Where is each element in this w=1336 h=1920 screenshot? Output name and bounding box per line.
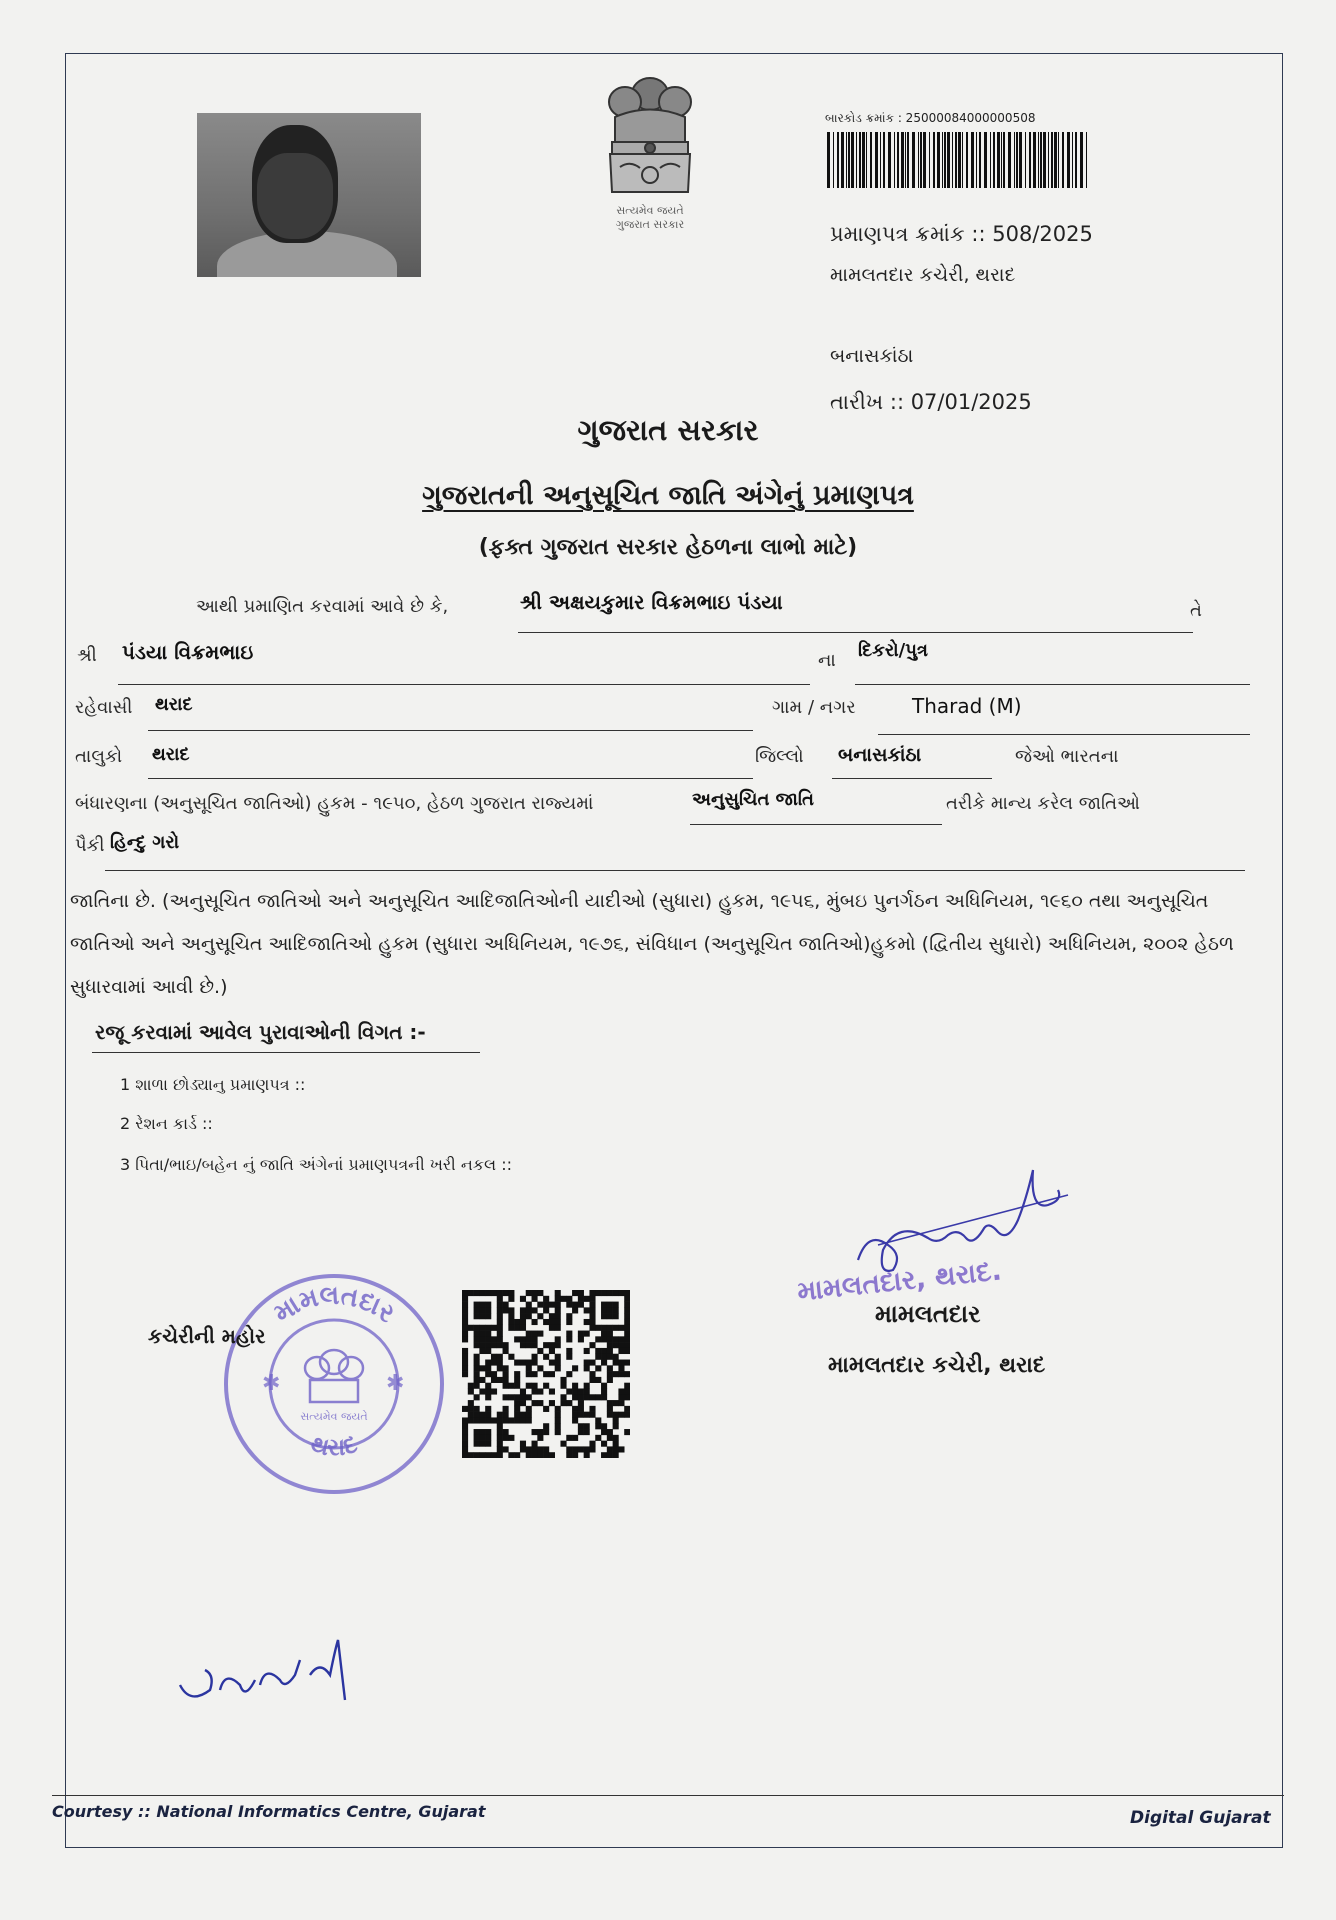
certificate-subtitle: (ફક્ત ગુજરાત સરકાર હેઠળના લાભો માટે) <box>478 535 858 560</box>
certificate-title <box>0 480 1336 512</box>
resident-label: રહેવાસી <box>75 697 133 718</box>
relation-underline <box>855 684 1250 685</box>
evidence-item: 1 શાળા છોડ્યાનુ પ્રમાણપત્ર :: <box>120 1075 306 1094</box>
village-underline <box>878 734 1250 735</box>
emblem-caption <box>566 204 734 232</box>
barcode-image <box>825 132 1093 188</box>
national-emblem-icon <box>590 72 710 202</box>
recognized-text: તરીકે માન્ય કરેલ જાતિઓ <box>946 793 1140 814</box>
seal-bottom-text: થરાદ <box>308 1429 361 1462</box>
resident-underline <box>148 730 753 731</box>
resident-value: થરાદ <box>155 694 193 715</box>
taluka-value: થરાદ <box>152 744 190 765</box>
applicant-photo <box>197 113 421 277</box>
issue-date: તારીખ :: 07/01/2025 <box>830 390 1032 414</box>
qr-code <box>462 1290 630 1458</box>
seal-label: કચેરીની મહોર <box>148 1324 266 1348</box>
village-label: ગામ / નગર <box>772 697 856 718</box>
certificate-number: પ્રમાણપત્ર ક્રમાંક :: 508/2025 <box>830 222 1093 246</box>
issuing-office: મામલતદાર કચેરી, થરાદ <box>830 264 1016 286</box>
svg-text:થરાદ <box>308 1430 361 1462</box>
among-label: પૈકી <box>75 835 105 856</box>
seal-top-text: મામલતદાર <box>268 1280 401 1330</box>
village-value: Tharad (M) <box>912 694 1022 718</box>
evidence-item: 3 પિતા/ભાઇ/બહેન નું જાતિ અંગેનાં પ્રમાણપત્રની ખરી નકલ :: <box>120 1155 513 1174</box>
svg-text:✱: ✱ <box>262 1371 281 1396</box>
category-value: અનુસુચિત જાતિ <box>692 789 814 810</box>
footer-rule <box>52 1795 1284 1796</box>
caste-value: હિન્દુ ગરો <box>110 832 180 853</box>
caste-underline <box>105 870 1245 871</box>
applicant-name: શ્રી અક્ષયકુમાર વિક્રમભાઇ પંડયા <box>520 590 783 614</box>
certificate-title-text: ગુજરાતની અનુસૂચિત જાતિ અંગેનું પ્રમાણપત્ર <box>422 480 914 511</box>
svg-text:✱: ✱ <box>386 1371 405 1396</box>
father-name: પંડયા વિક્રમભાઇ <box>122 640 254 664</box>
name-underline <box>518 632 1193 633</box>
district-underline <box>832 778 992 779</box>
father-underline <box>118 684 810 685</box>
order-text: બંધારણના (અનુસૂચિત જાતિઓ) હુકમ - ૧૯૫૦, હેઠળ ગુજરાત રાજ્યમાં <box>75 793 594 814</box>
te-label: તે <box>1190 600 1202 621</box>
signatory-office: મામલતદાર કચેરી, થરાદ <box>828 1353 1046 1378</box>
footer-brand: Digital Gujarat <box>1130 1808 1271 1828</box>
india-text: જેઓ ભારતના <box>1015 746 1119 767</box>
evidence-title-underline <box>92 1052 480 1053</box>
evidence-title: રજૂ કરવામાં આવેલ પુરાવાઓની વિગત :- <box>95 1020 426 1044</box>
district-label: જિલ્લો <box>755 746 804 767</box>
category-underline <box>690 824 942 825</box>
footer-courtesy: Courtesy :: National Informatics Centre, Gujarat <box>52 1802 486 1821</box>
relation-value: દિકરો/પુત્ર <box>858 640 928 661</box>
barcode-number: બારકોડ ક્રમાંક : 25000084000000508 <box>825 111 1036 125</box>
evidence-item: 2 રેશન કાર્ડ :: <box>120 1114 213 1133</box>
taluka-underline <box>148 778 753 779</box>
government-title: ગુજરાત સરકાર <box>577 413 759 447</box>
signature-stamp: મામલતદાર, થરાદ. <box>795 1255 1004 1308</box>
handwritten-note <box>170 1630 370 1720</box>
taluka-label: તાલુકો <box>75 746 123 767</box>
issuing-district: બનાસકાંઠા <box>830 345 914 367</box>
emblem-govt: ગુજરાત સરકાર <box>615 218 685 231</box>
seal-motto: સત્યમેવ જયતે <box>300 1410 368 1423</box>
emblem-motto: સત્યમેવ જયતે <box>616 204 684 217</box>
certify-label: આથી પ્રમાણિત કરવામાં આવે છે કે, <box>196 596 449 617</box>
district-value: બનાસકાંઠા <box>838 744 922 766</box>
shri-label: શ્રી <box>77 645 97 666</box>
signatory-title: મામલતદાર <box>875 1300 981 1328</box>
legal-paragraph: જાતિના છે. (અનુસૂચિત જાતિઓ અને અનુસૂચિત આદિજાતિઓની યાદીઓ (સુધારા) હુકમ, ૧૯૫૬, મુંબઇ પુનર્ગઠન અધિનિયમ, ૧૯૬૦ તથા અનુસૂચિત જાતિઓ અને અનુસૂચિત આદિજાતિઓ હુકમ (સુધારા અધિનિયમ, ૧૯૭૬, સંવિધાન (અનુસૂચિત જાતિઓ)હુકમો (દ્વિતીય સુધારો) અધિનિયમ, ૨૦૦૨ હેઠળ સુધારવામાં આવી છે.) <box>70 890 1234 998</box>
na-label: ના <box>818 650 836 671</box>
office-seal <box>220 1270 448 1498</box>
